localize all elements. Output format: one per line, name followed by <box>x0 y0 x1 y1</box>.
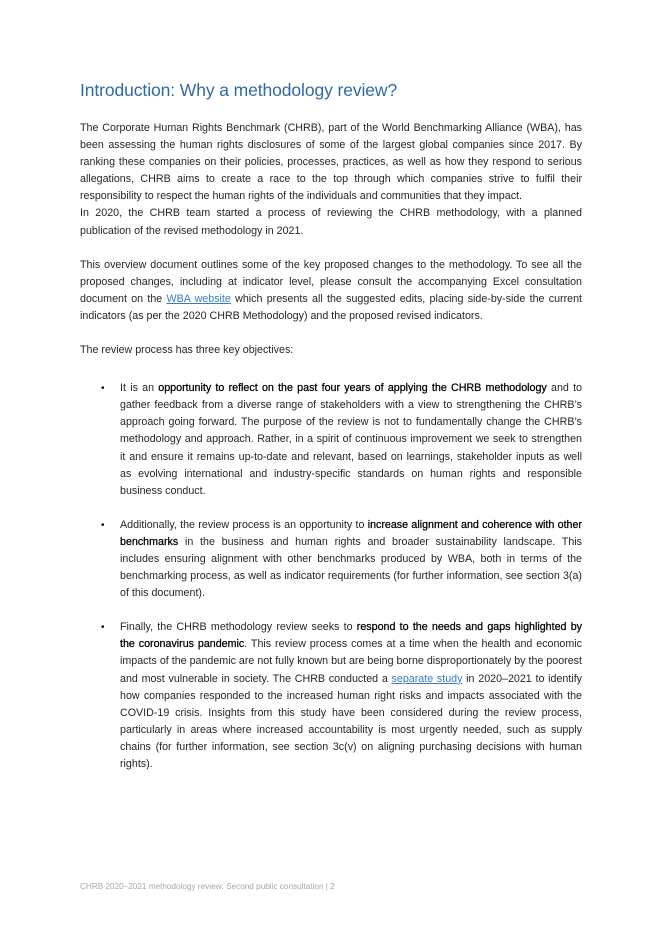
overview-text-after: which presents all the suggested edits, placing side-by-side the current indicators (as per the 2020 CHRB Methodology) and the proposed revised indicators. <box>80 292 583 322</box>
bullet-text: in 2020–2021 to identify how companies responded to the increased human right risks and impacts associated with the COVID-19 crisis. Insights from this study have been considered during the review process, particularly in areas where increased accountability is most urgently needed, such as supply chains (for further information, see section 3c(v) on aligning purchasing decisions with human rights). <box>120 672 583 770</box>
list-item <box>80 517 582 602</box>
intro-paragraph: The Corporate Human Rights Benchmark (CHRB), part of the World Benchmarking Alliance (WBA), has been assessing the human rights disclosures of some of the largest global companies since 2017. By ranking these companies on their policies, processes, practices, as well as how they respond to serious allegations, CHRB aims to create a race to the top through which companies strive to fulfil their responsibility to respect the human rights of the individuals and communities that they impact. <box>80 122 582 203</box>
bullet-text: in the business and human rights and broader sustainability landscape. This includes ensuring alignment with other benchmarks produced by WBA, both in terms of the benchmarking process, as well as indicator requirements (for further information, see section 3(a) of this document). <box>120 535 582 600</box>
bullet-text: Finally, the CHRB methodology review seeks to <box>120 621 357 634</box>
bullet-bold-text: increase alignment and coherence with other benchmarks <box>120 518 582 548</box>
objectives-list <box>80 380 582 773</box>
bullet-bold-text: respond to the needs and gaps highlighted by the coronavirus pandemic <box>120 621 582 651</box>
bullet-text: Additionally, the review process is an opportunity to <box>120 518 368 531</box>
bullet-icon: • <box>101 622 105 634</box>
bullet-text: and to gather feedback from a diverse range of stakeholders with a view to strengthening the CHRB’s approach going forward. The purpose of the review is not to fundamentally change the CHRB’s methodology and approach. Rather, in a spirit of continuous improvement we seek to strengthen it and ensure it remains up-to-date and relevant, based on learnings, stakeholder inputs as well as evolving international and industry-specific standards on human rights and responsible business conduct. <box>120 382 582 497</box>
wba-website-link[interactable]: WBA website <box>166 292 231 305</box>
overview-text-before: This overview document outlines some of the key proposed changes to the methodology. To see all the proposed changes, including at indicator level, please consult the accompanying Excel consultation document on the <box>80 258 582 305</box>
spacer <box>80 240 582 257</box>
review-start-paragraph: In 2020, the CHRB team started a process of reviewing the CHRB methodology, with a planned publication of the revised methodology in 2021. <box>80 207 582 237</box>
bullet-icon: • <box>101 383 105 395</box>
separate-study-link[interactable]: separate study <box>391 672 463 685</box>
spacer <box>80 359 582 376</box>
list-item <box>80 380 582 500</box>
bullet-bold-text: opportunity to reflect on the past four years of applying the CHRB methodology <box>158 382 547 395</box>
overview-paragraph <box>80 257 582 325</box>
bullet-text: . This review process comes at a time when the health and economic impacts of the pandemic are not fully known but are being borne disproportionately by the poorest and most vulnerable in society. The CHRB conducted a <box>120 638 582 685</box>
objectives-intro: The review process has three key objectives: <box>80 344 294 357</box>
bullet-icon: • <box>101 519 105 531</box>
bullet-text: It is an <box>120 382 159 395</box>
spacer <box>80 325 582 342</box>
document-page <box>80 80 582 790</box>
page-title: Introduction: Why a methodology review? <box>80 80 398 100</box>
page-footer: CHRB 2020–2021 methodology review: Second public consultation | 2 <box>80 882 335 891</box>
list-item <box>80 619 582 773</box>
